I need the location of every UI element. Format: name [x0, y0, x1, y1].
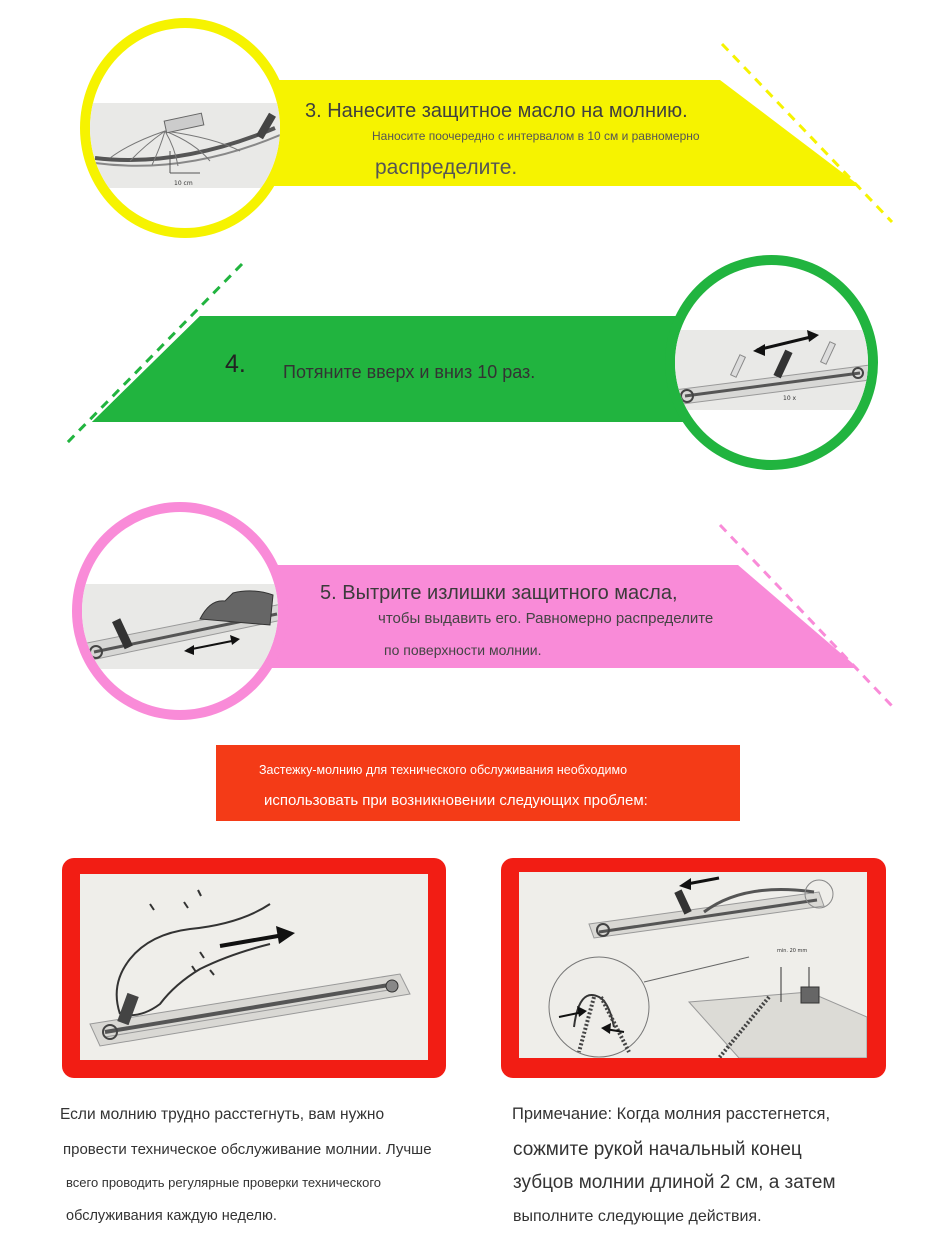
hand-unzip-icon	[80, 874, 428, 1060]
left-text-line4: обслуживания каждую неделю.	[66, 1208, 277, 1224]
step-5-line2: чтобы выдавить его. Равномерно распределите	[378, 610, 714, 627]
zipper-wipe-icon	[82, 584, 282, 669]
right-illustration-frame	[501, 858, 886, 1078]
banner-line2: использовать при возникновении следующих проблем:	[264, 792, 648, 809]
zipper-pinch-icon	[519, 872, 867, 1058]
step-3-line3: распределите.	[375, 156, 518, 179]
step-3-title: 3. Нанесите защитное масло на молнию.	[305, 100, 688, 122]
right-text-line2: сожмите рукой начальный конец	[513, 1139, 802, 1160]
svg-text:10 x: 10 x	[783, 395, 797, 402]
banner-line1: Застежку-молнию для технического обслуживания необходимо	[259, 763, 628, 777]
right-text-line4: выполните следующие действия.	[513, 1208, 762, 1225]
svg-text:min. 20 mm: min. 20 mm	[777, 948, 808, 954]
left-text-line1: Если молнию трудно расстегнуть, вам нужно	[60, 1106, 385, 1123]
svg-text:10 cm: 10 cm	[174, 180, 193, 187]
step-4-number: 4.	[225, 350, 246, 378]
right-text-line3: зубцов молнии длиной 2 см, а затем	[513, 1172, 836, 1193]
left-text-line3: всего проводить регулярные проверки технического	[66, 1175, 382, 1190]
left-illustration-frame	[62, 858, 446, 1078]
right-text-line1: Примечание: Когда молния расстегнется,	[512, 1105, 831, 1123]
step-5-title: 5. Вытрите излишки защитного масла,	[320, 582, 678, 604]
step-5-photo	[72, 502, 288, 720]
step-3-line2: Наносите поочередно с интервалом в 10 см и равномерно	[372, 129, 700, 143]
step-5-line3: по поверхности молнии.	[384, 642, 542, 658]
problems-banner	[216, 745, 740, 821]
step-4-text: Потяните вверх и вниз 10 раз.	[283, 362, 536, 382]
left-text-line2: провести техническое обслуживание молнии. Лучше	[63, 1141, 432, 1158]
